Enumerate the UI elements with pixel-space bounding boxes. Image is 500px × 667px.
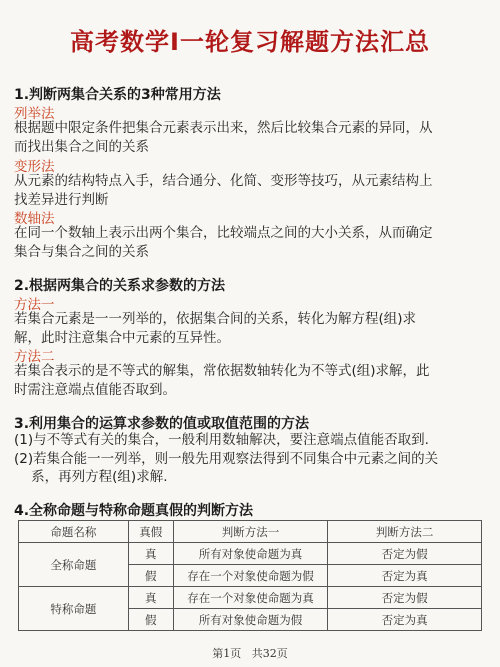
- table-header-cell: 命题名称: [19, 521, 129, 543]
- section-4-heading: 4.全称命题与特称命题真假的判断方法: [14, 503, 254, 519]
- proposition-judgment-table: [18, 520, 482, 631]
- method-one-text: 若集合元素是一一列举的，依据集合间的关系，转化为解方程(组)求 解，此时注意集合中元素的互异性。: [14, 311, 417, 346]
- table-cell-method-one: 所有对象使命题为假: [173, 609, 328, 631]
- table-row: [19, 587, 482, 609]
- table-header-cell: 判断方法一: [173, 521, 328, 543]
- table-cell-truth: 真: [128, 543, 173, 565]
- method-numberline-label: 数轴法: [14, 211, 55, 227]
- method-transform-label: 变形法: [14, 159, 55, 175]
- page-title: 高考数学I一轮复习解题方法汇总: [70, 28, 430, 56]
- table-cell-truth: 假: [128, 609, 173, 631]
- method-enumeration-text: 根据题中限定条件把集合元素表示出来，然后比较集合元素的异同，从 而找出集合之间的关系: [14, 120, 433, 155]
- method-two-text: 若集合表示的是不等式的解集，常依据数轴转化为不等式(组)求解，此 时需注意端点值能否取到。: [14, 363, 430, 398]
- table-header-row: [19, 521, 482, 543]
- page-footer: 第1页 共32页: [212, 647, 288, 660]
- table-cell-proposition-name: 全称命题: [19, 543, 129, 587]
- method-transform-text: 从元素的结构特点入手，结合通分、化简、变形等技巧，从元素结构上 找差异进行判断: [14, 173, 433, 208]
- method-numberline-text: 在同一个数轴上表示出两个集合，比较端点之间的大小关系，从而确定 集合与集合之间的关系: [14, 225, 433, 260]
- method-enumeration-label: 列举法: [14, 106, 55, 122]
- table-cell-method-two: 否定为真: [328, 609, 482, 631]
- table-cell-proposition-name: 特称命题: [19, 587, 129, 631]
- section-3-heading: 3.利用集合的运算求参数的值或取值范围的方法: [14, 416, 310, 432]
- table-cell-method-two: 否定为假: [328, 587, 482, 609]
- table-header-cell: 真假: [128, 521, 173, 543]
- table-cell-method-one: 存在一个对象使命题为假: [173, 565, 328, 587]
- section-2-heading: 2.根据两集合的关系求参数的方法: [14, 278, 226, 294]
- table-cell-method-one: 所有对象使命题为真: [173, 543, 328, 565]
- method-two-label: 方法二: [14, 349, 55, 365]
- section-3-text: (1)与不等式有关的集合，一般利用数轴解决，要注意端点值能否取到. (2)若集合能一一列举，则一般先用观察法得到不同集合中元素之间的关 系，再列方程(组)求解.: [14, 432, 439, 485]
- table-cell-method-one: 存在一个对象使命题为真: [173, 587, 328, 609]
- table-cell-method-two: 否定为真: [328, 565, 482, 587]
- method-one-label: 方法一: [14, 297, 55, 313]
- table-header-cell: 判断方法二: [328, 521, 482, 543]
- section-1-heading: 1.判断两集合关系的3种常用方法: [14, 87, 221, 103]
- table-cell-method-two: 否定为假: [328, 543, 482, 565]
- table-cell-truth: 假: [128, 565, 173, 587]
- table-cell-truth: 真: [128, 587, 173, 609]
- table-row: [19, 543, 482, 565]
